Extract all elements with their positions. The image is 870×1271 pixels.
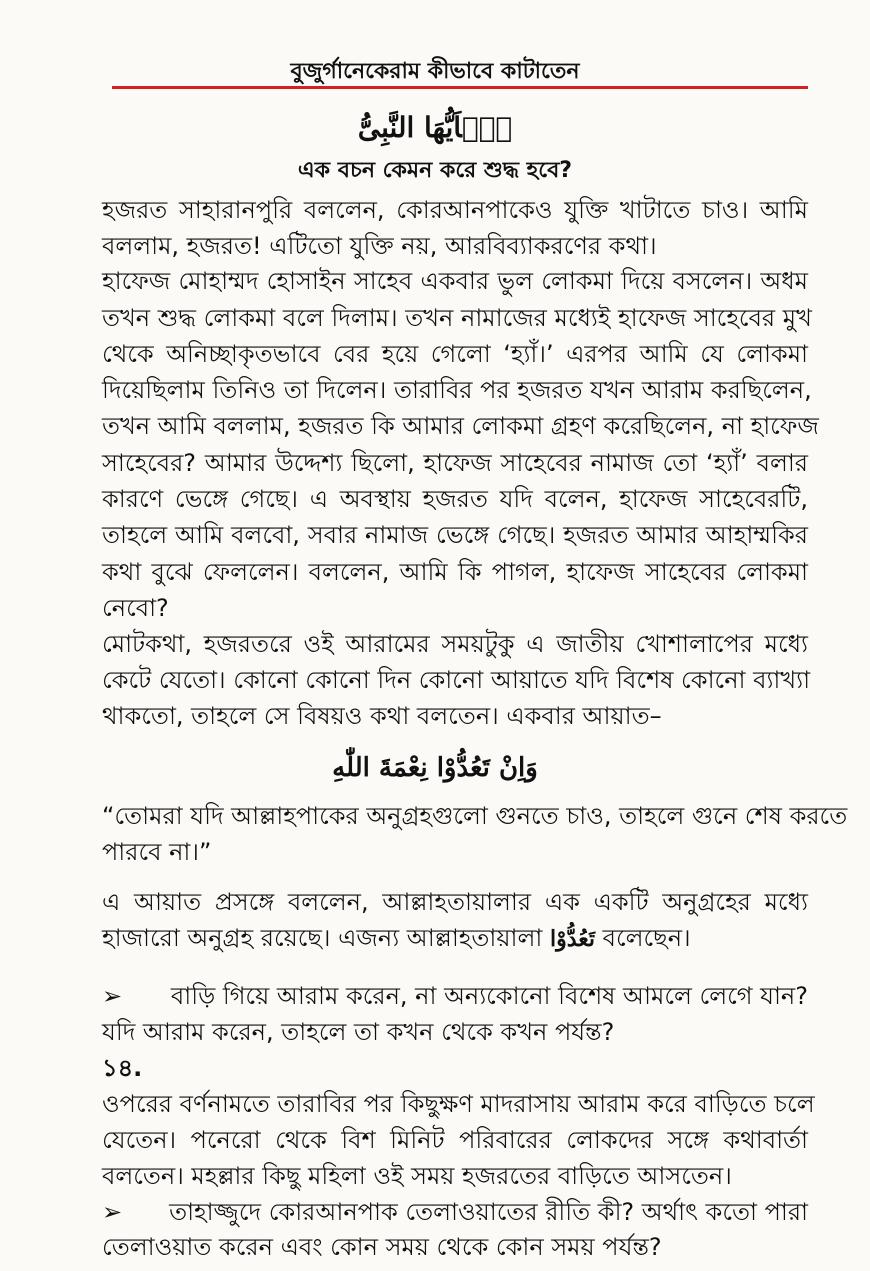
section-number: ১৪.: [102, 1054, 143, 1082]
answer-line-3: বলতেন। মহল্লার কিছু মহিলা ওই সময় হজরতের বাড়িতে আসতেন।: [102, 1162, 732, 1190]
arabic-verse: وَاِنْ تَعُدُّوْا نِعْمَةَ اللّٰهِ: [332, 753, 538, 783]
body-line-8: সাহেবের? আমার উদ্দেশ্য ছিলো, হাফেজ সাহেবের নামাজ তো ‘হ্যাঁ’ বলার: [102, 449, 808, 477]
body-line-11: কথা বুঝে ফেললেন। বললেন, আমি কি পাগল, হাফেজ সাহেবের লোকমা: [102, 558, 808, 586]
arrow-bullet-icon: ➢: [102, 1198, 123, 1226]
inline-arabic-word: تَعُدُّوْا: [549, 926, 595, 952]
body-line-14: কেটে যেতো। কোনো কোনো দিন কোনো আয়াতে যদি বিশেষ কোনো ব্যাখ্যা: [102, 666, 811, 694]
body-line-7: তখন আমি বললাম, হজরত কি আমার লোকমা গ্রহণ করেছিলেন, না হাফেজ: [102, 412, 819, 440]
question-2-text: তাহাজ্জুদে কোরআনপাক তেলাওয়াতের রীতি কী? অর্থাৎ কতো পারা: [169, 1198, 808, 1226]
question-1-text: বাড়ি গিয়ে আরাম করেন, না অন্যকোনো বিশেষ আমলে লেগে যান?: [170, 982, 808, 1010]
running-header: বুজুর্গানেকেরাম কীভাবে কাটাতেন: [290, 59, 580, 84]
body-line-9: কারণে ভেঙ্গে গেছে। এ অবস্থায় হজরত যদি বলেন, হাফেজ সাহেবেরটি,: [102, 485, 808, 513]
quote-line-2: পারবে না।”: [102, 838, 212, 866]
section-heading: এক বচন কেমন করে শুদ্ধ হবে?: [297, 158, 573, 183]
quote-line-1: “তোমরা যদি আল্লাহপাকের অনুগ্রহগুলো গুনতে চাও, তাহলে গুনে শেষ করতে: [102, 802, 848, 830]
question-1-continuation: যদি আরাম করেন, তাহলে তা কখন থেকে কখন পর্যন্ত?: [102, 1018, 615, 1046]
body-line-13: মোটকথা, হজরতরে ওই আরামের সময়টুকু এ জাতীয় খোশালাপের মধ্যে: [102, 630, 808, 658]
body-line-12: নেবো?: [102, 594, 169, 622]
para2-text-after: বলেছেন।: [595, 924, 691, 952]
question-2-continuation: তেলাওয়াত করেন এবং কোন সময় থেকে কোন সময় পর্যন্ত?: [102, 1233, 662, 1261]
body-line-1: হজরত সাহারানপুরি বললেন, কোরআনপাকেও যুক্তি খাটাতে চাও। আমি: [102, 196, 808, 224]
para2-text-before: হাজারো অনুগ্রহ রয়েছে। এজন্য আল্লাহতায়ালা: [102, 924, 550, 952]
question-bullet-2: [102, 1196, 808, 1228]
body-line-5: থেকে অনিচ্ছাকৃতভাবে বের হয়ে গেলো ‘হ্যাঁ।’ এরপর আমি যে লোকমা: [102, 340, 808, 368]
arabic-phrase-top: يٰۤاَيُّهَا النَّبِىُّ: [357, 111, 513, 144]
body-line-15: থাকতো, তাহলে সে বিষয়ও কথা বলতেন। একবার আয়াত–: [102, 702, 662, 730]
para2-line-2: [102, 922, 808, 955]
body-line-2: বললাম, হজরত! এটিতো যুক্তি নয়, আরবিব্যাকরণের কথা।: [102, 232, 657, 260]
arrow-bullet-icon: ➢: [102, 982, 123, 1010]
answer-line-2: যেতেন। পনেরো থেকে বিশ মিনিট পরিবারের লোকদের সঙ্গে কথাবার্তা: [102, 1126, 808, 1154]
question-bullet-1: [102, 980, 808, 1012]
para2-line-1: এ আয়াত প্রসঙ্গে বললেন, আল্লাহতায়ালার এক একটি অনুগ্রহের মধ্যে: [102, 888, 808, 916]
header-red-rule: [112, 86, 808, 89]
body-line-10: তাহলে আমি বলবো, সবার নামাজ ভেঙ্গে গেছে। হজরত আমার আহাম্মকির: [102, 521, 808, 549]
body-line-3: হাফেজ মোহাম্মদ হোসাইন সাহেব একবার ভুল লোকমা দিয়ে বসলেন। অধম: [102, 267, 808, 295]
body-line-6: দিয়েছিলাম তিনিও তা দিলেন। তারাবির পর হজরত যখন আরাম করছিলেন,: [102, 376, 812, 404]
body-line-4: তখন শুদ্ধ লোকমা বলে দিলাম। তখন নামাজের মধ্যেই হাফেজ সাহেবের মুখ: [102, 304, 812, 332]
answer-line-1: ওপরের বর্ণনামতে তারাবির পর কিছুক্ষণ মাদরাসায় আরাম করে বাড়িতে চলে: [102, 1090, 815, 1118]
